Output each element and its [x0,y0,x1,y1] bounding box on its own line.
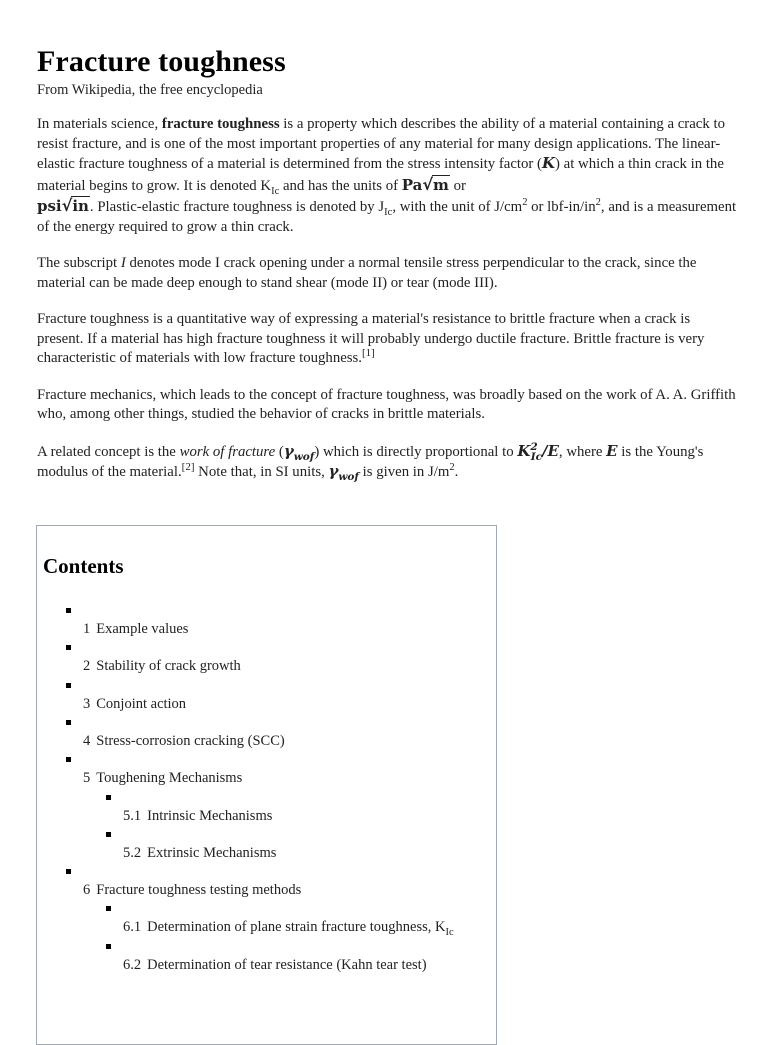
toc-number: 4 [83,732,91,749]
toc-text: Fracture toughness testing methods [96,882,302,899]
toc-link[interactable] [123,844,276,862]
table-of-contents [36,525,497,1045]
toc-text: Toughening Mechanisms [96,770,243,787]
toc-text: Conjoint action [96,695,187,712]
bullet-icon [66,757,71,762]
toc-link[interactable] [123,807,272,825]
math-k2-over-e: $K^2_{Ic}/E$ [517,440,559,463]
page-title: Fracture toughness [37,45,286,78]
bullet-icon [106,944,111,949]
toc-number: 1 [83,621,91,637]
toc-link[interactable] [123,956,427,974]
bullet-icon [66,645,71,650]
toc-text: Determination of plane strain fracture toughness, K [147,919,446,936]
math-gamma-wof-2: $\gamma_{wof}$ [328,462,359,483]
bullet-icon [66,869,71,874]
bullet-icon [66,683,71,688]
toc-number: 3 [83,695,91,712]
toc-number: 5.1 [123,807,142,824]
bullet-icon [106,795,111,800]
toc-item[interactable] [37,795,497,832]
toc-link[interactable] [83,620,188,638]
mechanics-paragraph: Fracture mechanics, which leads to the concept of fracture toughness, was broadly based on the work of A. A. Griffith who, among other things, studied the behavior of cracks in brittle materials. [37,386,736,422]
math-gamma-wof: $\gamma_{wof}$ [283,441,315,463]
math-k: K [541,154,556,172]
toc-link[interactable] [123,918,454,939]
intro-paragraph: In materials science, fracture toughness is a property which describes the ability of a material containing a crack to resist fracture, and is one of the most important properties of any material for many design applications. The linear-elastic fracture toughness of a material is determined from the stress intensity factor (K) at which a thin crack in the material begins to grow. It is denoted $K_{Ic}$ and has the units of Pa√m or psi√in. Plastic-elastic fracture toughness is denoted by $J_{Ic}$, with the unit of $J/cm^2$ or lbf-$in/in^2$, and is a measurement of the energy required to grow a thin crack. [37,116,737,235]
toc-number: 6.1 [123,919,142,936]
toc-number: 6.2 [123,956,142,973]
toc-text: Determination of tear resistance (Kahn tear test) [147,956,427,973]
toc-text: Stress-corrosion cracking (SCC) [96,732,285,749]
site-tagline: From Wikipedia, the free encyclopedia [37,82,263,98]
quantitative-paragraph: Fracture toughness is a quantitative way of expressing a material's resistance to brittle fracture when a crack is present. If a material has high fracture toughness it will probably undergo ductile fracture. Brittle fracture is very characteristic of materials with low fracture toughness.[1] [37,311,705,366]
bullet-icon [106,832,111,837]
toc-item[interactable] [37,645,497,682]
toc-number: 2 [83,658,91,675]
toc-item[interactable] [37,757,497,794]
subscript-paragraph: The subscript I denotes mode I crack opening under a normal tensile stress perpendicular to the crack, since the material can be made deep enough to stand shear (mode II) or tear (mode III). [37,255,697,291]
toc-link[interactable] [83,769,242,787]
toc-link[interactable] [83,881,301,899]
toc-link[interactable] [83,695,186,713]
bullet-icon [66,720,71,725]
toc-item[interactable] [37,906,497,943]
toc-text: Example values [96,621,189,637]
reference-link-2[interactable]: [2] [181,461,195,474]
toc-item[interactable] [37,944,497,981]
toc-text: Stability of crack growth [96,658,241,675]
toc-link[interactable] [83,657,241,675]
toc-item[interactable] [37,720,497,757]
toc-item[interactable] [37,832,497,869]
toc-link[interactable] [83,732,285,750]
math-psi-sqrt-in: psi√in [37,196,89,215]
toc-number: 5 [83,770,91,787]
toc-title: Contents [43,554,124,578]
toc-item[interactable] [37,683,497,720]
toc-text: Extrinsic Mechanisms [147,844,277,861]
bullet-icon [106,906,111,911]
toc-text: Intrinsic Mechanisms [147,807,273,824]
math-e: E [606,441,618,460]
work-of-fracture-paragraph: A related concept is the work of fracture $(\gamma_{wof})$ which is directly proportional to $K^2_{Ic}/E$, where E is the Young's modulus of the material.[2] Note that, in SI units, $\gamma_{wof}$ is given in $J/m^2$. [37,440,704,483]
reference-link-1[interactable]: [1] [362,347,375,360]
toc-item[interactable] [37,608,497,645]
bullet-icon [66,608,71,613]
math-pa-sqrt-m: Pa√m [401,174,449,194]
article [37,0,737,483]
toc-subscript: Ic [445,927,454,939]
toc-item[interactable] [37,869,497,906]
toc-number: 6 [83,882,91,899]
toc-number: 5.2 [123,844,142,861]
term-fracture-toughness: fracture toughness [161,116,280,132]
